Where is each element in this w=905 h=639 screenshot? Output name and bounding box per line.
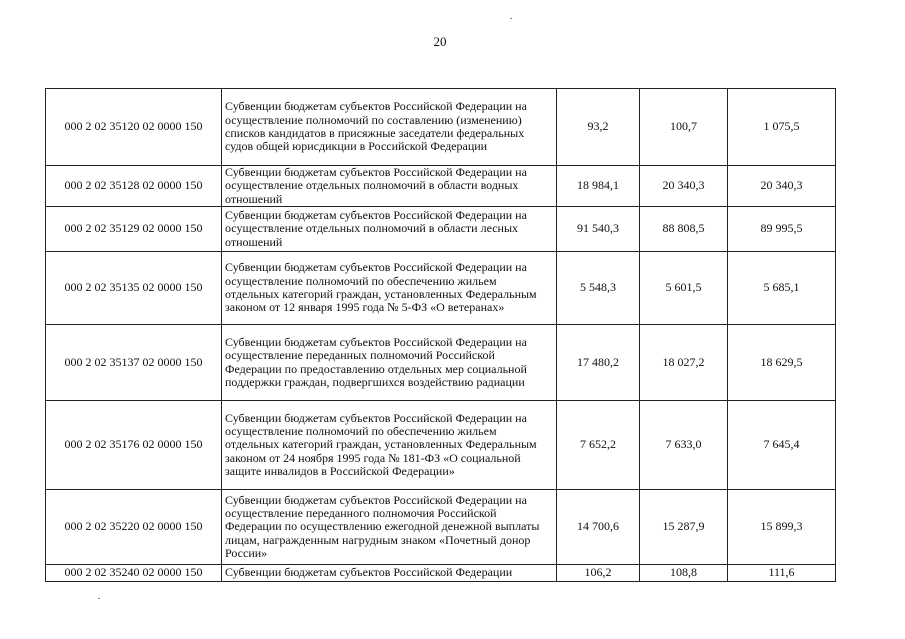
budget-code-cell: 000 2 02 35220 02 0000 150	[46, 490, 222, 565]
budget-code-cell: 000 2 02 35129 02 0000 150	[46, 207, 222, 252]
budget-code-cell: 000 2 02 35176 02 0000 150	[46, 401, 222, 490]
value-cell: 15 899,3	[728, 490, 836, 565]
value-cell: 7 645,4	[728, 401, 836, 490]
value-cell: 89 995,5	[728, 207, 836, 252]
value-cell: 88 808,5	[640, 207, 728, 252]
budget-code-cell: 000 2 02 35120 02 0000 150	[46, 89, 222, 166]
description-cell: Субвенции бюджетам субъектов Российской Федерации на осуществление полномочий по составлению (изменению) списков кандидатов в присяжные заседатели федеральных судов общей юрисдикции в Российской Федерации	[222, 89, 557, 166]
budget-code-cell: 000 2 02 35137 02 0000 150	[46, 325, 222, 401]
description-cell: Субвенции бюджетам субъектов Российской Федерации на осуществление полномочий по обеспечению жильем отдельных категорий граждан, установленных Федеральным законом от 24 ноября 1995 года № 181-ФЗ «О социальной защите инвалидов в Российской Федерации»	[222, 401, 557, 490]
value-cell: 111,6	[728, 565, 836, 582]
value-cell: 106,2	[557, 565, 640, 582]
value-cell: 20 340,3	[640, 166, 728, 207]
table-row	[46, 89, 836, 166]
value-cell: 91 540,3	[557, 207, 640, 252]
table-row	[46, 401, 836, 490]
budget-table	[45, 88, 836, 582]
value-cell: 108,8	[640, 565, 728, 582]
page-number: 20	[433, 34, 447, 49]
budget-code-cell: 000 2 02 35135 02 0000 150	[46, 252, 222, 325]
value-cell: 15 287,9	[640, 490, 728, 565]
scan-speck	[98, 598, 100, 599]
value-cell: 5 685,1	[728, 252, 836, 325]
budget-code-cell: 000 2 02 35128 02 0000 150	[46, 166, 222, 207]
value-cell: 7 633,0	[640, 401, 728, 490]
value-cell: 5 601,5	[640, 252, 728, 325]
value-cell: 18 027,2	[640, 325, 728, 401]
value-cell: 20 340,3	[728, 166, 836, 207]
description-cell: Субвенции бюджетам субъектов Российской Федерации на осуществление переданных полномочий Российской Федерации по предоставлению отдельных мер социальной поддержки граждан, подвергшихся воздействию радиации	[222, 325, 557, 401]
description-cell: Субвенции бюджетам субъектов Российской Федерации на осуществление отдельных полномочий в области водных отношений	[222, 166, 557, 207]
table-row	[46, 252, 836, 325]
value-cell: 7 652,2	[557, 401, 640, 490]
value-cell: 93,2	[557, 89, 640, 166]
value-cell: 17 480,2	[557, 325, 640, 401]
table-row	[46, 490, 836, 565]
value-cell: 5 548,3	[557, 252, 640, 325]
table-row	[46, 207, 836, 252]
value-cell: 100,7	[640, 89, 728, 166]
description-cell: Субвенции бюджетам субъектов Российской Федерации на осуществление переданного полномочия Российской Федерации по осуществлению ежегодной денежной выплаты лицам, награжденным нагрудным знаком «Почетный донор России»	[222, 490, 557, 565]
table-row	[46, 325, 836, 401]
description-cell: Субвенции бюджетам субъектов Российской Федерации	[222, 565, 557, 582]
value-cell: 18 629,5	[728, 325, 836, 401]
value-cell: 18 984,1	[557, 166, 640, 207]
value-cell: 14 700,6	[557, 490, 640, 565]
budget-code-cell: 000 2 02 35240 02 0000 150	[46, 565, 222, 582]
table-row	[46, 565, 836, 582]
description-cell: Субвенции бюджетам субъектов Российской Федерации на осуществление отдельных полномочий в области лесных отношений	[222, 207, 557, 252]
value-cell: 1 075,5	[728, 89, 836, 166]
description-cell: Субвенции бюджетам субъектов Российской Федерации на осуществление полномочий по обеспечению жильем отдельных категорий граждан, установленных Федеральным законом от 12 января 1995 года № 5-ФЗ «О ветеранах»	[222, 252, 557, 325]
scan-speck	[510, 18, 512, 19]
table-row	[46, 166, 836, 207]
